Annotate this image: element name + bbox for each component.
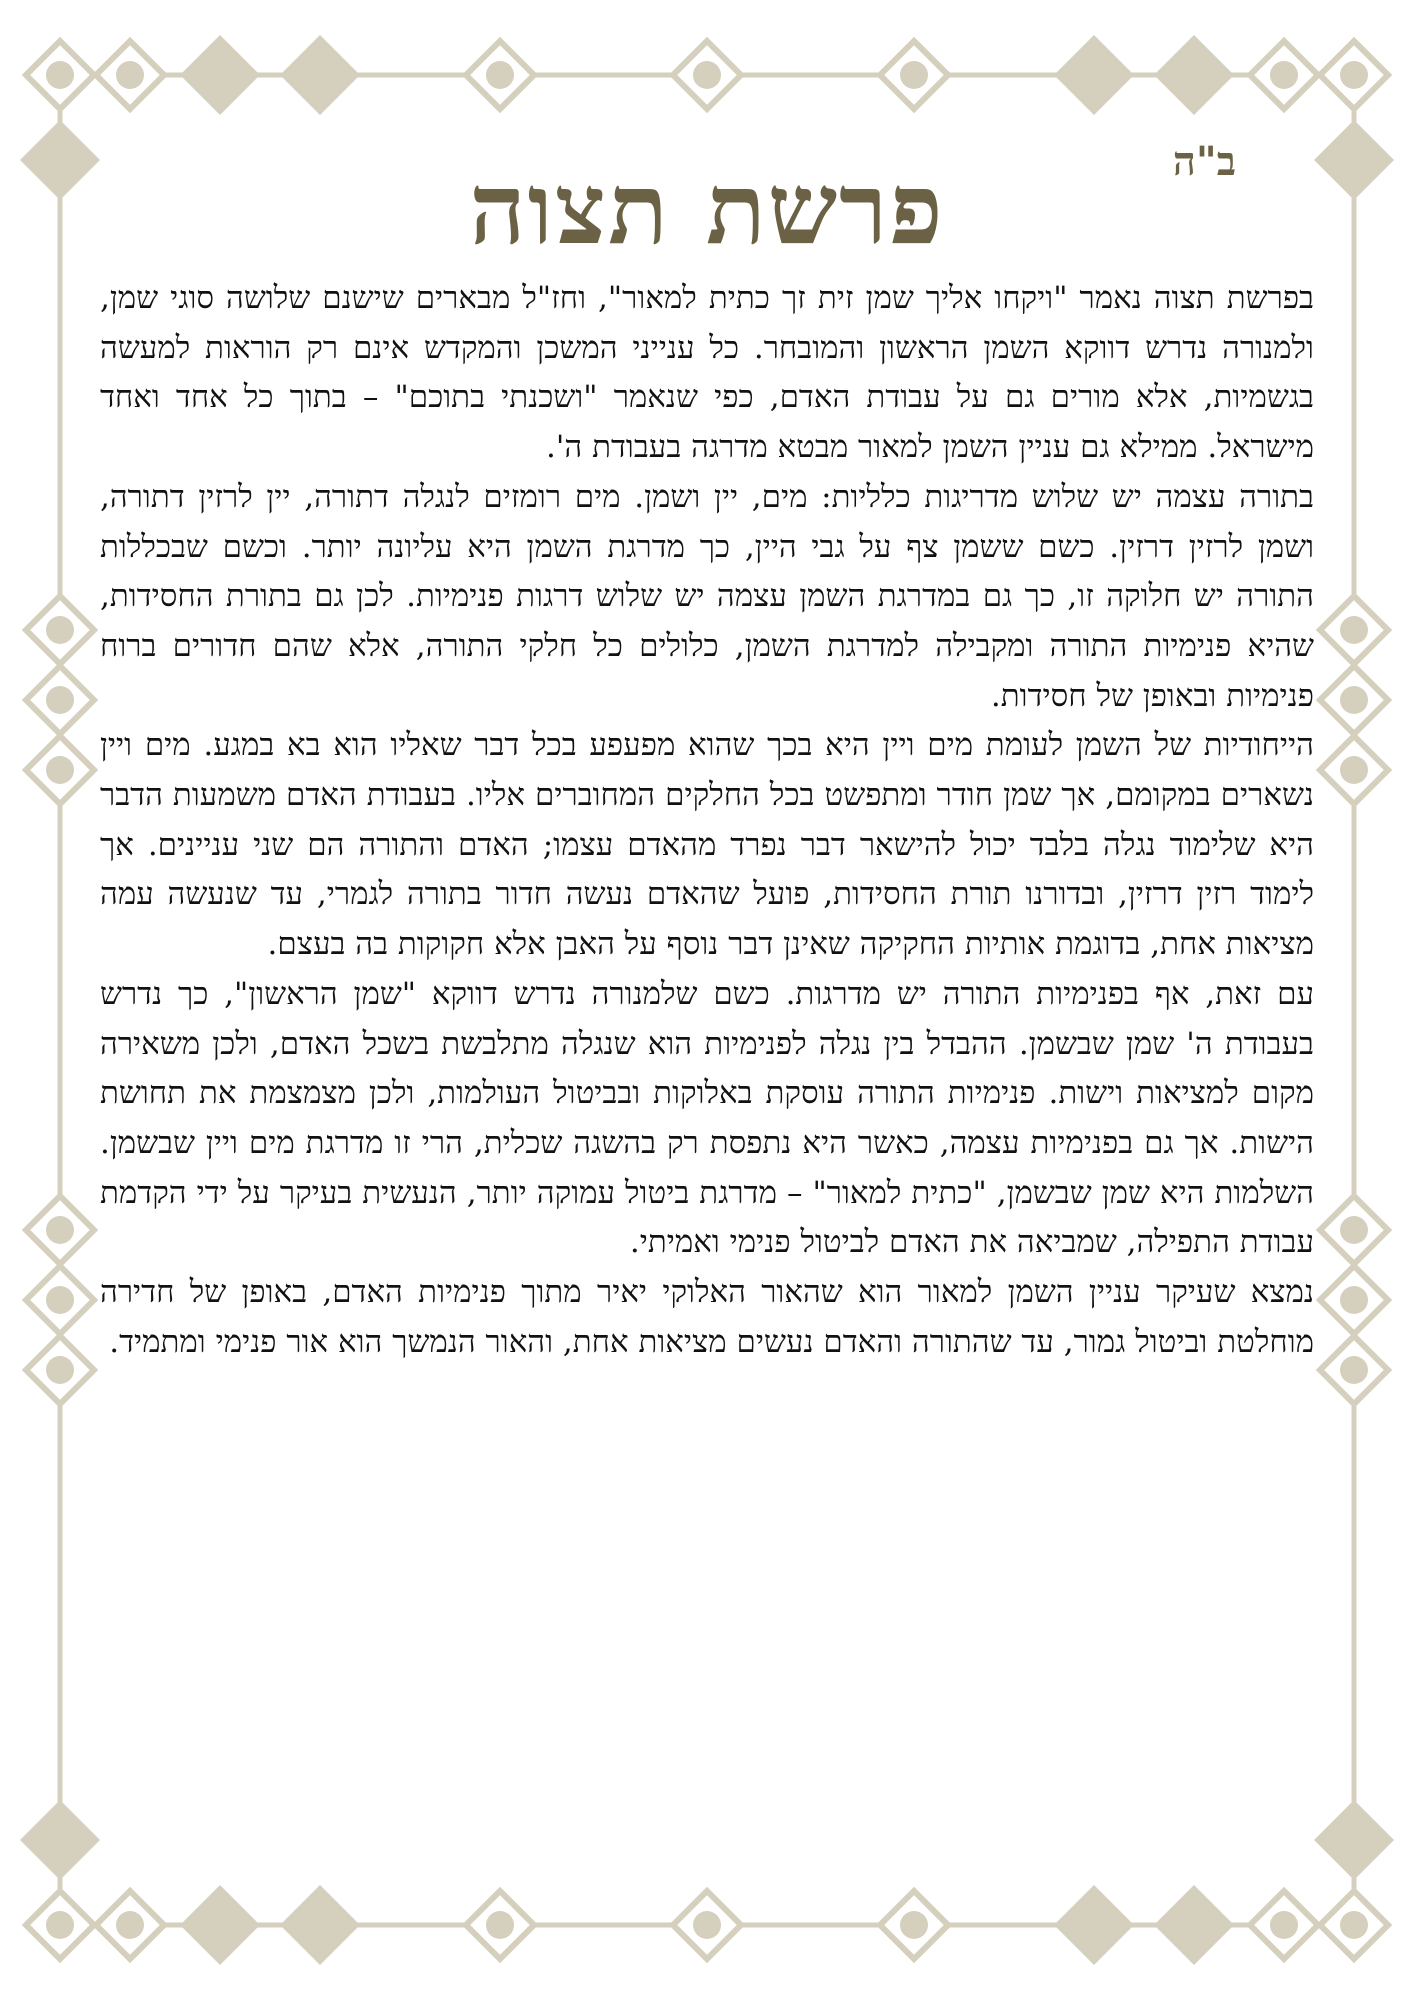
frame-dot-icon (1340, 1286, 1368, 1314)
frame-dot-icon (116, 1911, 144, 1939)
frame-large-diamond-icon (180, 1885, 260, 1965)
frame-dot-icon (1340, 756, 1368, 784)
frame-dot-icon (1340, 1216, 1368, 1244)
frame-large-diamond-icon (1054, 1885, 1134, 1965)
frame-dot-icon (46, 686, 74, 714)
frame-dot-icon (46, 1356, 74, 1384)
frame-dot-icon (46, 1216, 74, 1244)
frame-large-diamond-icon (280, 35, 360, 115)
frame-dot-icon (1340, 1356, 1368, 1384)
document-body (100, 274, 1314, 1367)
frame-large-diamond-icon (280, 1885, 360, 1965)
frame-large-diamond-icon (1314, 1800, 1394, 1880)
frame-dot-icon (1270, 1911, 1298, 1939)
frame-dot-icon (1340, 1911, 1368, 1939)
frame-dot-icon (1270, 61, 1298, 89)
frame-dot-icon (46, 756, 74, 784)
frame-dot-icon (486, 1911, 514, 1939)
paragraph: בתורה עצמה יש שלוש מדריגות כלליות: מים, יין ושמן. מים רומזים לנגלה דתורה, יין לרזין דתורה, ושמן לרזין דרזין. כשם ששמן צף על גבי היין, כך מדרגת השמן היא עליונה יותר. וכשם שבכללות התורה יש חלוקה זו, כך גם במדרגת השמן עצמה יש שלוש דרגות פנימיות. לכן גם בתורת החסידות, שהיא פנימיות התורה ומקבילה למדרגת השמן, כלולים כל חלקי התורה, אלא שהם חדורים ברוח פנימיות ובאופן של חסידות. (100, 478, 1314, 714)
page-title: פרשת תצוה (469, 152, 945, 267)
frame-dot-icon (46, 1911, 74, 1939)
frame-dot-icon (1340, 686, 1368, 714)
paragraph: נמצא שעיקר עניין השמן למאור הוא שהאור האלוקי יאיר מתוך פנימיות האדם, באופן של חדירה מוחלטת וביטול גמור, עד שהתורה והאדם נעשים מציאות אחת, והאור הנמשך הוא אור פנימי ומתמיד. (100, 1274, 1314, 1360)
frame-dot-icon (116, 61, 144, 89)
frame-large-diamond-icon (1054, 35, 1134, 115)
frame-dot-icon (1340, 61, 1368, 89)
frame-dot-icon (46, 1286, 74, 1314)
paragraph: בפרשת תצוה נאמר "ויקחו אליך שמן זית זך כתית למאור", וחז"ל מבארים שישנם שלושה סוגי שמן, ולמנורה נדרש דווקא השמן הראשון והמובחר. כל ענייני המשכן והמקדש אינם רק הוראות למעשה בגשמיות, אלא מורים גם על עבודת האדם, כפי שנאמר "ושכנתי בתוכם" – בתוך כל אחד ואחד מישראל. ממילא גם עניין השמן למאור מבטא מדרגה בעבודת ה'. (100, 280, 1314, 466)
frame-dot-icon (46, 616, 74, 644)
frame-dot-icon (46, 61, 74, 89)
frame-dot-icon (486, 61, 514, 89)
bh-header-mark: ב"ה (1172, 138, 1236, 185)
frame-large-diamond-icon (1154, 1885, 1234, 1965)
frame-dot-icon (693, 1911, 721, 1939)
frame-dot-icon (900, 1911, 928, 1939)
frame-large-diamond-icon (1154, 35, 1234, 115)
frame-dot-icon (693, 61, 721, 89)
frame-dot-icon (900, 61, 928, 89)
frame-large-diamond-icon (20, 1800, 100, 1880)
frame-dot-icon (1340, 616, 1368, 644)
paragraph: הייחודיות של השמן לעומת מים ויין היא בכך שהוא מפעפע בכל דבר שאליו הוא בא במגע. מים ויין נשארים במקומם, אך שמן חודר ומתפשט בכל החלקים המחוברים אליו. בעבודת האדם משמעות הדבר היא שלימוד נגלה בלבד יכול להישאר דבר נפרד מהאדם עצמו; האדם והתורה הם שני עניינים. אך לימוד רזין דרזין, ובדורנו תורת החסידות, פועל שהאדם נעשה חדור בתורה לגמרי, עד שנעשה עמה מציאות אחת, בדוגמת אותיות החקיקה שאינן דבר נוסף על האבן אלא חקוקות בה בעצם. (100, 727, 1314, 963)
frame-large-diamond-icon (180, 35, 260, 115)
paragraph: עם זאת, אף בפנימיות התורה יש מדרגות. כשם שלמנורה נדרש דווקא "שמן הראשון", כך נדרש בעבודת ה' שמן שבשמן. ההבדל בין נגלה לפנימיות הוא שנגלה מתלבשת בשכל האדם, ולכן משאירה מקום למציאות וישות. פנימיות התורה עוסקת באלוקות ובביטול העולמות, ולכן מצמצמת את תחושת הישות. אך גם בפנימיות עצמה, כאשר היא נתפסת רק בהשגה שכלית, הרי זו מדרגת מים ויין שבשמן. השלמות היא שמן שבשמן, "כתית למאור" – מדרגת ביטול עמוקה יותר, הנעשית בעיקר על ידי הקדמת עבודת התפילה, שמביאה את האדם לביטול פנימי ואמיתי. (100, 975, 1314, 1261)
